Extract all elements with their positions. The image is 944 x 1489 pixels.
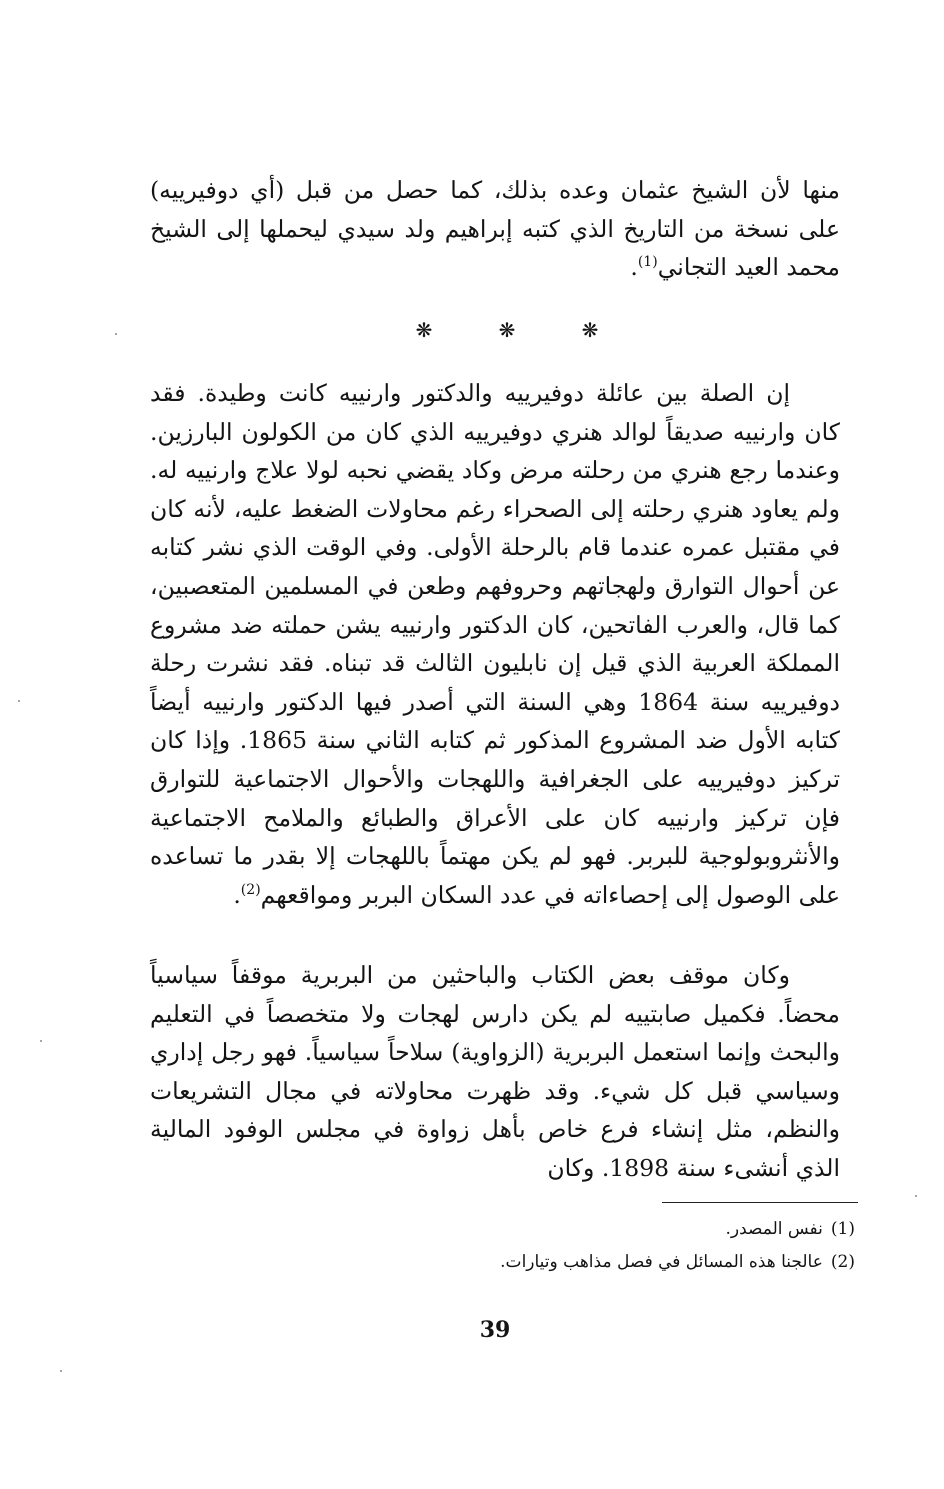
separator-star-icon: ❋ xyxy=(415,318,433,342)
paragraph-ending: . xyxy=(630,253,638,282)
footnote-reference[interactable]: (1) xyxy=(637,254,658,271)
scan-speck xyxy=(18,700,20,702)
scan-speck xyxy=(60,1370,62,1372)
footnote-reference[interactable]: (2) xyxy=(240,881,261,898)
paragraph-text: إن الصلة بين عائلة دوفيرييه والدكتور وارنييه كانت وطيدة. فقد كان وارنييه صديقاً لوالد هنري دوفيرييه الذي كان من الكولون البارزين. وعندما رجع هنري من رحلته مرض وكاد يقضي نحبه لولا علاج وارنييه له. ولم يعاود هنري رحلته إلى الصحراء رغم محاولات الضغط عليه، لأنه كان في مقتبل عمره عندما قام بالرحلة الأولى. وفي الوقت الذي نشر كتابه عن أحوال التوارق ولهجاتهم وحروفهم وطعن في المسلمين المتعصبين، كما قال، والعرب الفاتحين، كان الدكتور وارنييه يشن حملته ضد مشروع المملكة العربية الذي قيل إن نابليون الثالث قد تبناه. فقد نشرت رحلة دوفيرييه سنة 1864 وهي السنة التي أصدر فيها الدكتور وارنييه أيضاً كتابه الأول ضد المشروع المذكور ثم كتابه الثاني سنة 1865. وإذا كان تركيز دوفيرييه على الجغرافية واللهجات والأحوال الاجتماعية للتوارق فإن تركيز وارنييه كان على الأعراق والطبائع والملامح الاجتماعية والأنثروبولوجية للبربر. فهو لم يكن مهتماً باللهجات إلا بقدر ما تساعده على الوصول إلى إحصاءاته في عدد السكان البربر ومواقعهم xyxy=(150,379,841,909)
paragraph-text: منها لأن الشيخ عثمان وعده بذلك، كما حصل من قبل (أي دوفيرييه) على نسخة من التاريخ الذي كتبه إبراهيم ولد سيدي ليحملها إلى الشيخ محمد العيد التجاني xyxy=(150,176,840,282)
scan-speck xyxy=(40,1040,42,1042)
footnote-text: نفس المصدر. xyxy=(725,1219,823,1239)
section-separator xyxy=(412,315,602,345)
separator-star-icon: ❋ xyxy=(498,318,516,342)
paragraph xyxy=(150,956,840,1188)
footnote-item xyxy=(300,1246,855,1279)
page-number: 39 xyxy=(479,1317,511,1343)
paragraph-continuation xyxy=(150,171,840,287)
paragraph-ending: . xyxy=(233,880,241,909)
paragraph-text: وكان موقف بعض الكتاب والباحثين من البربرية موقفاً سياسياً محضاً. فكميل صابتييه لم يكن دارس لهجات ولا متخصصاً في التعليم والبحث وإنما استعمل البربرية (الزواوية) سلاحاً سياسياً. فهو رجل إداري وسياسي قبل كل شيء. وقد ظهرت محاولاته في مجال التشريعات والنظم، مثل إنشاء فرع خاص بأهل زواوة في مجلس الوفود المالية الذي أنشىء سنة 1898. وكان xyxy=(150,961,840,1182)
paragraph xyxy=(150,374,840,914)
footnote-divider xyxy=(662,1202,858,1203)
footnote-text: عالجنا هذه المسائل في فصل مذاهب وتيارات. xyxy=(500,1252,823,1272)
footnote-item xyxy=(300,1213,855,1246)
scan-speck xyxy=(915,1195,917,1197)
footnote-number: (2) xyxy=(830,1252,855,1272)
scan-speck xyxy=(115,333,117,335)
footnote-number: (1) xyxy=(830,1219,855,1239)
separator-star-icon: ❋ xyxy=(581,318,599,342)
footnotes xyxy=(300,1213,855,1279)
